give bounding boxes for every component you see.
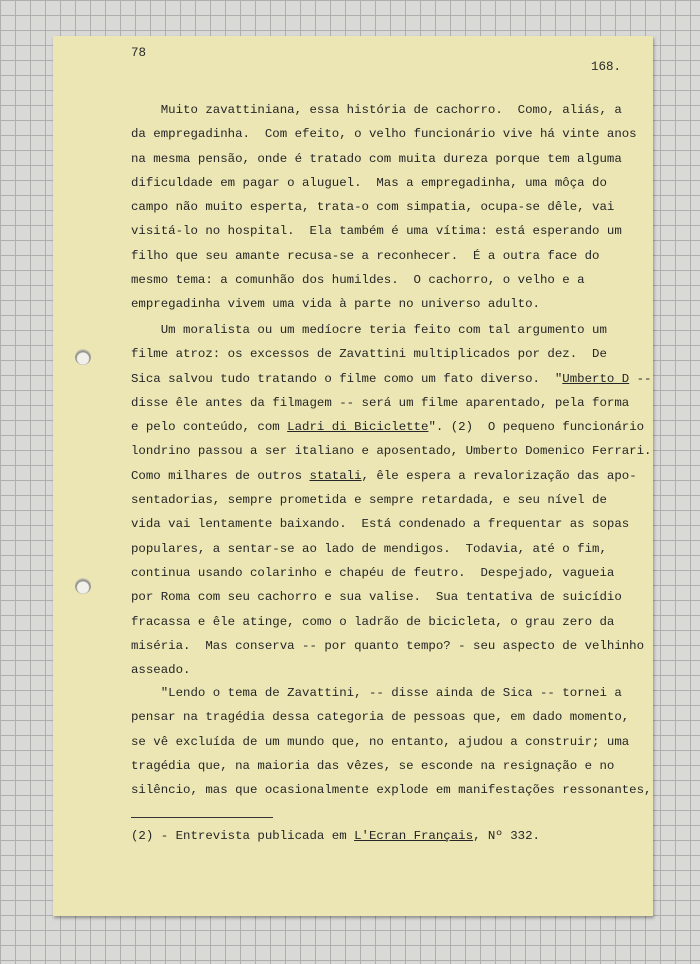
line-text: e pelo conteúdo, com xyxy=(131,420,288,435)
paragraph-1 xyxy=(131,98,651,317)
typewritten-page xyxy=(53,36,653,916)
text-line: Muito zavattiniana, essa história de cachorro. Como, aliás, a xyxy=(131,103,622,117)
text-line: se vê excluída de um mundo que, no entanto, ajudou a construir; uma xyxy=(131,734,630,749)
text-line: vida vai lentamente baixando. Está condenado a frequentar as sopas xyxy=(131,517,630,532)
film-title-ladri-di-biciclette: Ladri di Biciclette xyxy=(287,420,429,435)
punch-hole xyxy=(75,349,91,365)
text-line: londrino passou a ser italiano e aposentado, Umberto Domenico Ferrari. xyxy=(131,444,652,459)
page-number-typed: 168. xyxy=(591,60,622,74)
text-line: por Roma com seu cachorro e sua valise. Sua tentativa de suicídio xyxy=(131,590,622,605)
line-text: Como milhares de outros xyxy=(131,468,310,483)
text-line: populares, a sentar-se ao lado de mendigos. Todavia, até o fim, xyxy=(131,541,607,556)
footnote-source-title: L'Ecran Français xyxy=(354,829,474,843)
footnote xyxy=(131,826,540,846)
text-line: filho que seu amante recusa-se a reconhecer. É a outra face do xyxy=(131,248,600,263)
text-line: "Lendo o tema de Zavattini, -- disse ainda de Sica -- tornei a xyxy=(131,686,622,700)
text-line: Um moralista ou um medíocre teria feito com tal argumento um xyxy=(131,323,607,337)
film-title-umberto-d: Umberto D xyxy=(562,371,630,386)
text-line: campo não muito esperta, trata-o com simpatia, ocupa-se dêle, vai xyxy=(131,200,615,215)
term-statali: statali xyxy=(309,468,362,483)
line-text: , êle espera a revalorização das apo- xyxy=(361,468,637,483)
text-line xyxy=(131,367,651,391)
footnote-divider xyxy=(131,817,273,818)
line-text: Sica salvou tudo tratando o filme como um fato diverso. " xyxy=(131,371,563,386)
text-line: disse êle antes da filmagem -- será um filme aparentado, pela forma xyxy=(131,395,630,410)
text-line: mesmo tema: a comunhão dos humildes. O cachorro, o velho e a xyxy=(131,273,585,288)
punch-hole xyxy=(75,578,91,594)
line-text: ". (2) O pequeno funcionário xyxy=(428,420,645,435)
text-line: continua usando colarinho e chapéu de feutro. Despejado, vagueia xyxy=(131,565,615,580)
text-line: da empregadinha. Com efeito, o velho funcionário vive há vinte anos xyxy=(131,127,637,142)
text-line: visitá-lo no hospital. Ela também é uma vítima: está esperando um xyxy=(131,224,622,239)
text-line: fracassa e êle atinge, como o ladrão de bicicleta, o grau zero da xyxy=(131,614,615,629)
page-number-handwritten: 78 xyxy=(131,46,147,60)
text-line: silêncio, mas que ocasionalmente explode em manifestações ressonantes, xyxy=(131,783,652,798)
paragraph-2 xyxy=(131,318,651,682)
text-line xyxy=(131,464,651,488)
text-line: empregadinha vivem uma vida à parte no universo adulto. xyxy=(131,297,540,312)
text-line xyxy=(131,415,651,439)
text-line: sentadorias, sempre prometida e sempre retardada, e seu nível de xyxy=(131,493,607,508)
text-line: pensar na tragédia dessa categoria de pessoas que, em dado momento, xyxy=(131,710,630,725)
footnote-text: , Nº 332. xyxy=(473,829,540,843)
footnote-text: (2) - Entrevista publicada em xyxy=(131,829,355,843)
line-text: -- xyxy=(629,371,652,386)
text-line: miséria. Mas conserva -- por quanto tempo? - seu aspecto de velhinho xyxy=(131,638,645,653)
text-line: na mesma pensão, onde é tratado com muita dureza porque tem alguma xyxy=(131,151,622,166)
text-line: filme atroz: os excessos de Zavattini multiplicados por dez. De xyxy=(131,347,607,362)
text-line: tragédia que, na maioria das vêzes, se esconde na resignação e no xyxy=(131,758,615,773)
paragraph-3 xyxy=(131,681,651,802)
text-line: asseado. xyxy=(131,663,191,678)
text-line: dificuldade em pagar o aluguel. Mas a empregadinha, uma môça do xyxy=(131,175,607,190)
